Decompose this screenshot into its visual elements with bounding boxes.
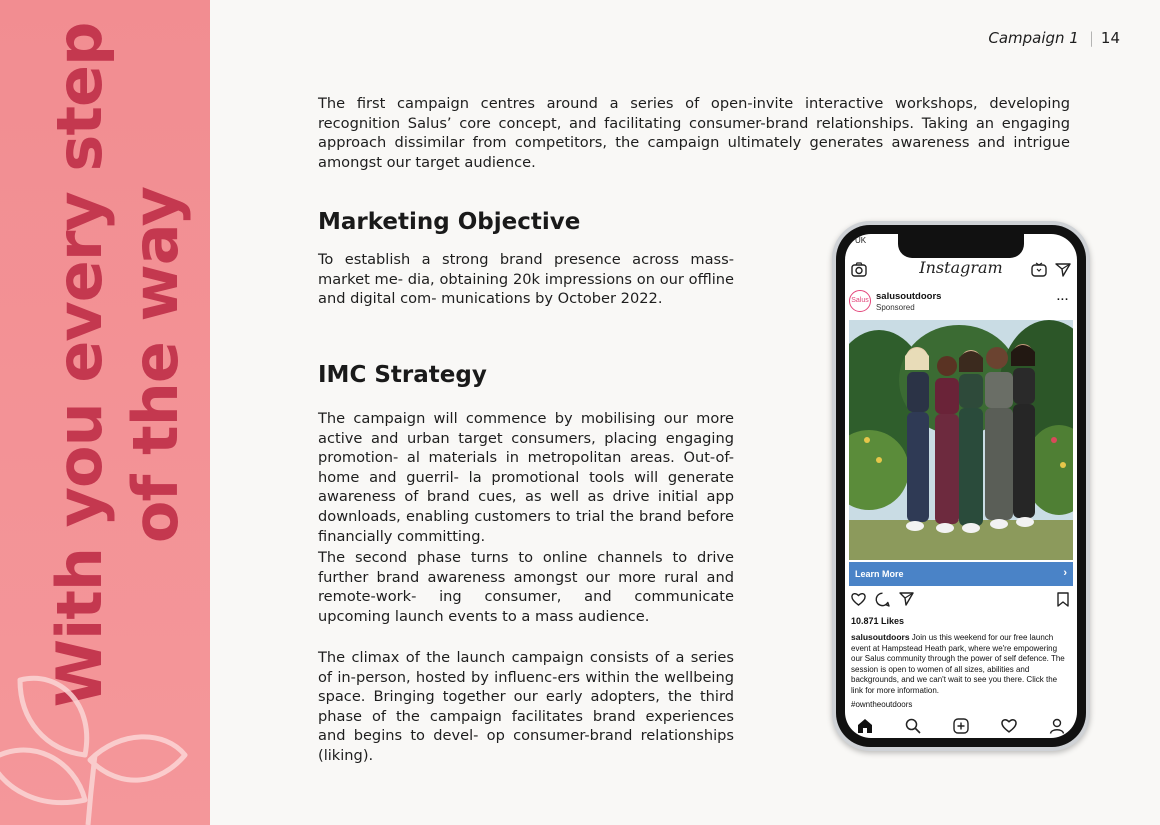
tagline-line-1: With you every step — [43, 22, 116, 708]
post-caption — [851, 632, 1069, 697]
sidebar — [0, 0, 210, 825]
bookmark-icon[interactable] — [1057, 592, 1069, 607]
activity-icon[interactable] — [1001, 718, 1017, 733]
header-separator: | — [1088, 29, 1094, 47]
imc-paragraph-2: The second phase turns to online channels to drive further brand awareness amongst our more rural and remote-work- ing consumer, and communicate upcoming launch events to a mass audience. — [318, 549, 734, 625]
intro-paragraph: The first campaign centres around a series of open-invite interactive workshops, developing recognition Salus’ core concept, and facilitating consumer-brand relationships. Taking an engaging approach dissimilar from competitors, the campaign ultimately generates awareness and intrigue amongst our target audience. — [318, 95, 1070, 171]
bottom-nav — [845, 718, 1077, 738]
profile-icon[interactable] — [1049, 718, 1065, 734]
share-icon[interactable] — [899, 592, 914, 606]
comment-icon[interactable] — [875, 592, 890, 607]
likes-count[interactable]: 10.871 Likes — [851, 616, 905, 626]
page-header — [988, 29, 1120, 47]
phone-bezel — [836, 225, 1086, 747]
marketing-objective-body: To establish a strong brand presence across mass-market me- dia, obtaining 20k impressions on our offline and digital com- munications by October 2022. — [318, 251, 734, 308]
heart-icon[interactable] — [851, 592, 866, 606]
phone-notch — [898, 234, 1024, 258]
instagram-screen — [845, 234, 1077, 738]
page-number: 14 — [1100, 29, 1120, 47]
search-icon[interactable] — [905, 718, 921, 734]
send-icon[interactable] — [1055, 262, 1071, 277]
igtv-icon[interactable] — [1031, 262, 1047, 277]
instagram-logo: Instagram — [919, 258, 1003, 277]
add-icon[interactable] — [953, 718, 969, 734]
marketing-objective-heading: Marketing Objective — [318, 209, 581, 235]
campaign-label: Campaign 1 — [988, 29, 1079, 47]
phone-mockup — [832, 221, 1090, 751]
learn-more-label: Learn More — [855, 569, 904, 579]
imc-strategy-heading: IMC Strategy — [318, 362, 487, 388]
leaf-logo-icon — [0, 650, 210, 825]
avatar[interactable]: Salus — [849, 290, 871, 312]
carrier-label: UK — [855, 236, 867, 245]
sponsored-label: Sponsored — [876, 303, 915, 312]
post-header — [845, 288, 1077, 316]
hashtag-link[interactable]: #owntheoutdoors — [851, 700, 913, 709]
caption-username[interactable]: salusoutdoors — [851, 632, 910, 642]
more-options-icon[interactable]: ... — [1056, 291, 1069, 303]
imc-paragraph-3: The climax of the launch campaign consists of a series of in-person, hosted by influenc-ers within the wellbeing space. Bringing together our early adopters, the third phase of the campaign facilitates brand experiences and begins to devel- op consumer-brand relationships (liking). — [318, 649, 734, 764]
account-name[interactable]: salusoutdoors — [876, 291, 942, 302]
home-icon[interactable] — [857, 718, 873, 734]
instagram-top-bar — [845, 258, 1077, 282]
learn-more-button[interactable] — [849, 562, 1073, 586]
post-actions — [849, 592, 1073, 610]
tagline-line-2: of the way — [119, 186, 192, 544]
chevron-right-icon: › — [1063, 567, 1067, 579]
vertical-tagline — [42, 23, 194, 708]
caption-text: Join us this weekend for our free launch event at Hampstead Heath park, where we're empowering our Salus community through the power of self defence. The session is open to women of all sizes, abilities and backgrounds, and we can't wait to see you there. Click the link for more information. — [851, 633, 1065, 695]
post-photo[interactable] — [849, 320, 1073, 560]
imc-paragraph-1: The campaign will commence by mobilising our more active and urban target consumers, placing engaging promotion- al materials in metropolitan areas. Out-of-home and guerril- la promotional tools will generate awareness of brand cues, as well as drive initial app downloads, enabling customers to trial the brand before financially committing. — [318, 410, 734, 545]
